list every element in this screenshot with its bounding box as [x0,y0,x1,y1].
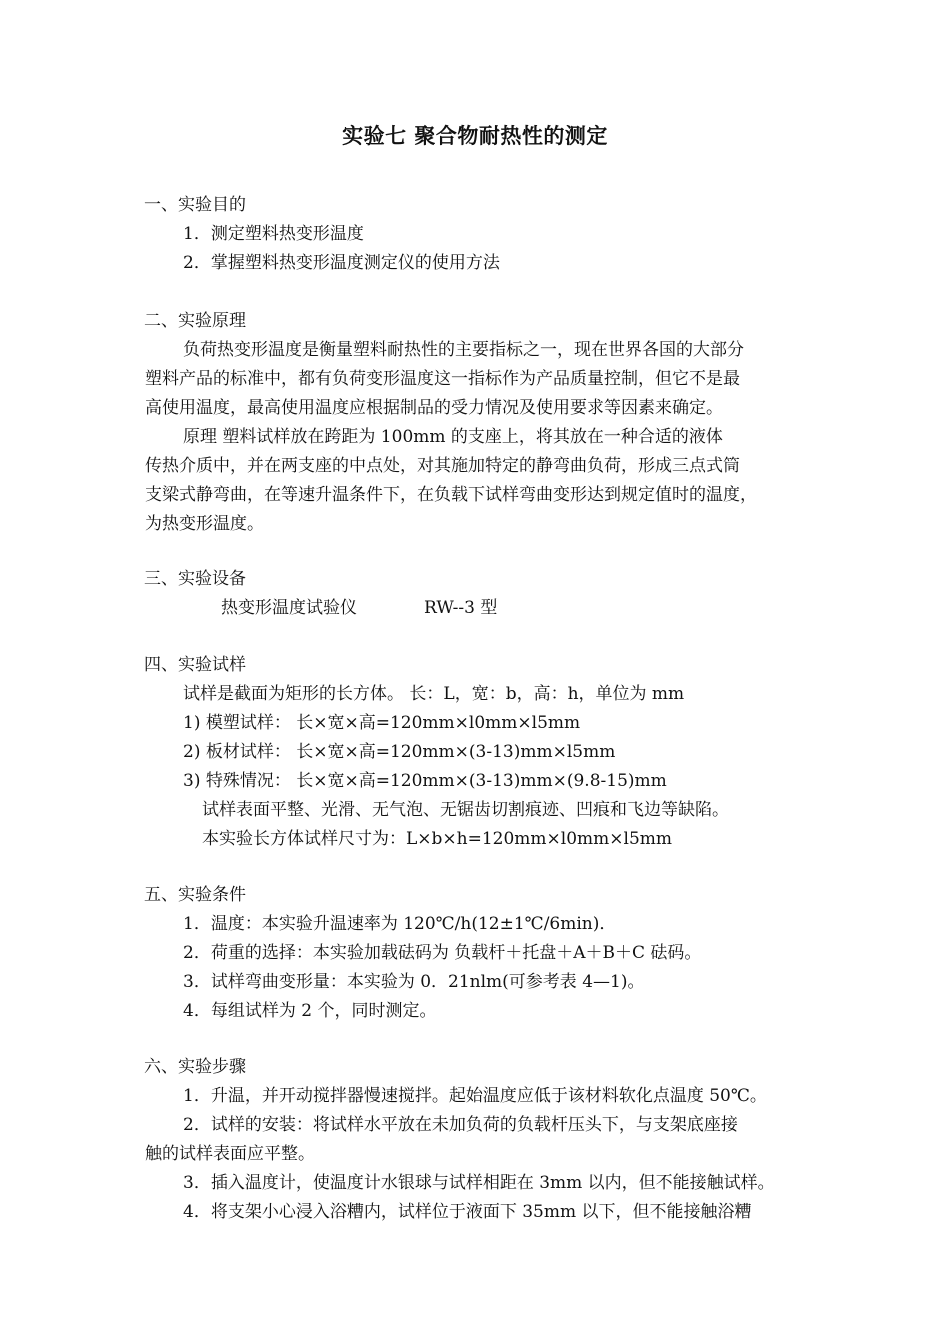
specimen-line: 3) 特殊情况： 长×宽×高=120mm×(3-13)mm×(9.8-15)mm [183,771,667,791]
procedure-line: 2．试样的安装：将试样水平放在未加负荷的负载杆压头下，与支架底座接 [183,1115,738,1135]
specimen-line: 本实验长方体试样尺寸为：L×b×h=120mm×l0mm×l5mm [202,829,673,849]
section-heading-specimen: 四、实验试样 [144,655,246,675]
specimen-line: 试样是截面为矩形的长方体。 长：L，宽：b，高：h，单位为 mm [183,684,685,704]
principle-line: 支梁式静弯曲，在等速升温条件下，在负载下试样弯曲变形达到规定值时的温度， [145,485,757,505]
procedure-line: 1．升温，并开动搅拌器慢速搅拌。起始温度应低于该材料软化点温度 50℃。 [183,1086,767,1106]
principle-line: 为热变形温度。 [145,514,264,534]
procedure-line: 4．将支架小心浸入浴糟内，试样位于液面下 35mm 以下，但不能接触浴糟 [183,1202,752,1222]
condition-item: 4．每组试样为 2 个，同时测定。 [183,1001,437,1021]
procedure-line: 3．插入温度计，使温度计水银球与试样相距在 3mm 以内，但不能接触试样。 [183,1173,775,1193]
objective-item: 1．测定塑料热变形温度 [183,224,364,244]
page-title: 实验七 聚合物耐热性的测定 [342,123,608,148]
section-heading-objective: 一、实验目的 [144,195,246,215]
condition-item: 1．温度：本实验升温速率为 120℃/h(12±1℃/6min)． [183,914,617,934]
principle-line: 高使用温度，最高使用温度应根据制品的受力情况及使用要求等因素来确定。 [145,398,723,418]
section-heading-principle: 二、实验原理 [144,311,246,331]
section-heading-equipment: 三、实验设备 [144,569,246,589]
section-heading-conditions: 五、实验条件 [144,885,246,905]
specimen-line: 1) 模塑试样： 长×宽×高=120mm×l0mm×l5mm [183,713,581,733]
section-heading-procedure: 六、实验步骤 [144,1057,246,1077]
principle-line: 传热介质中，并在两支座的中点处，对其施加特定的静弯曲负荷，形成三点式筒 [145,456,740,476]
procedure-line: 触的试样表面应平整。 [145,1144,315,1164]
principle-line: 原理 塑料试样放在跨距为 100mm 的支座上，将其放在一种合适的液体 [183,427,723,447]
specimen-line: 试样表面平整、光滑、无气泡、无锯齿切割痕迹、凹痕和飞边等缺陷。 [202,800,729,820]
condition-item: 3．试样弯曲变形量：本实验为 0．21nlm(可参考表 4—1)。 [183,972,645,992]
equipment-name: 热变形温度试验仪 [221,598,357,618]
principle-line: 负荷热变形温度是衡量塑料耐热性的主要指标之一，现在世界各国的大部分 [183,340,744,360]
principle-line: 塑料产品的标准中，都有负荷变形温度这一指标作为产品质量控制，但它不是最 [145,369,740,389]
specimen-line: 2) 板材试样： 长×宽×高=120mm×(3-13)mm×l5mm [183,742,616,762]
equipment-model: RW--3 型 [424,598,498,618]
condition-item: 2．荷重的选择：本实验加载砝码为 负载杆＋托盘＋A＋B＋C 砝码。 [183,943,702,963]
objective-item: 2．掌握塑料热变形温度测定仪的使用方法 [183,253,500,273]
